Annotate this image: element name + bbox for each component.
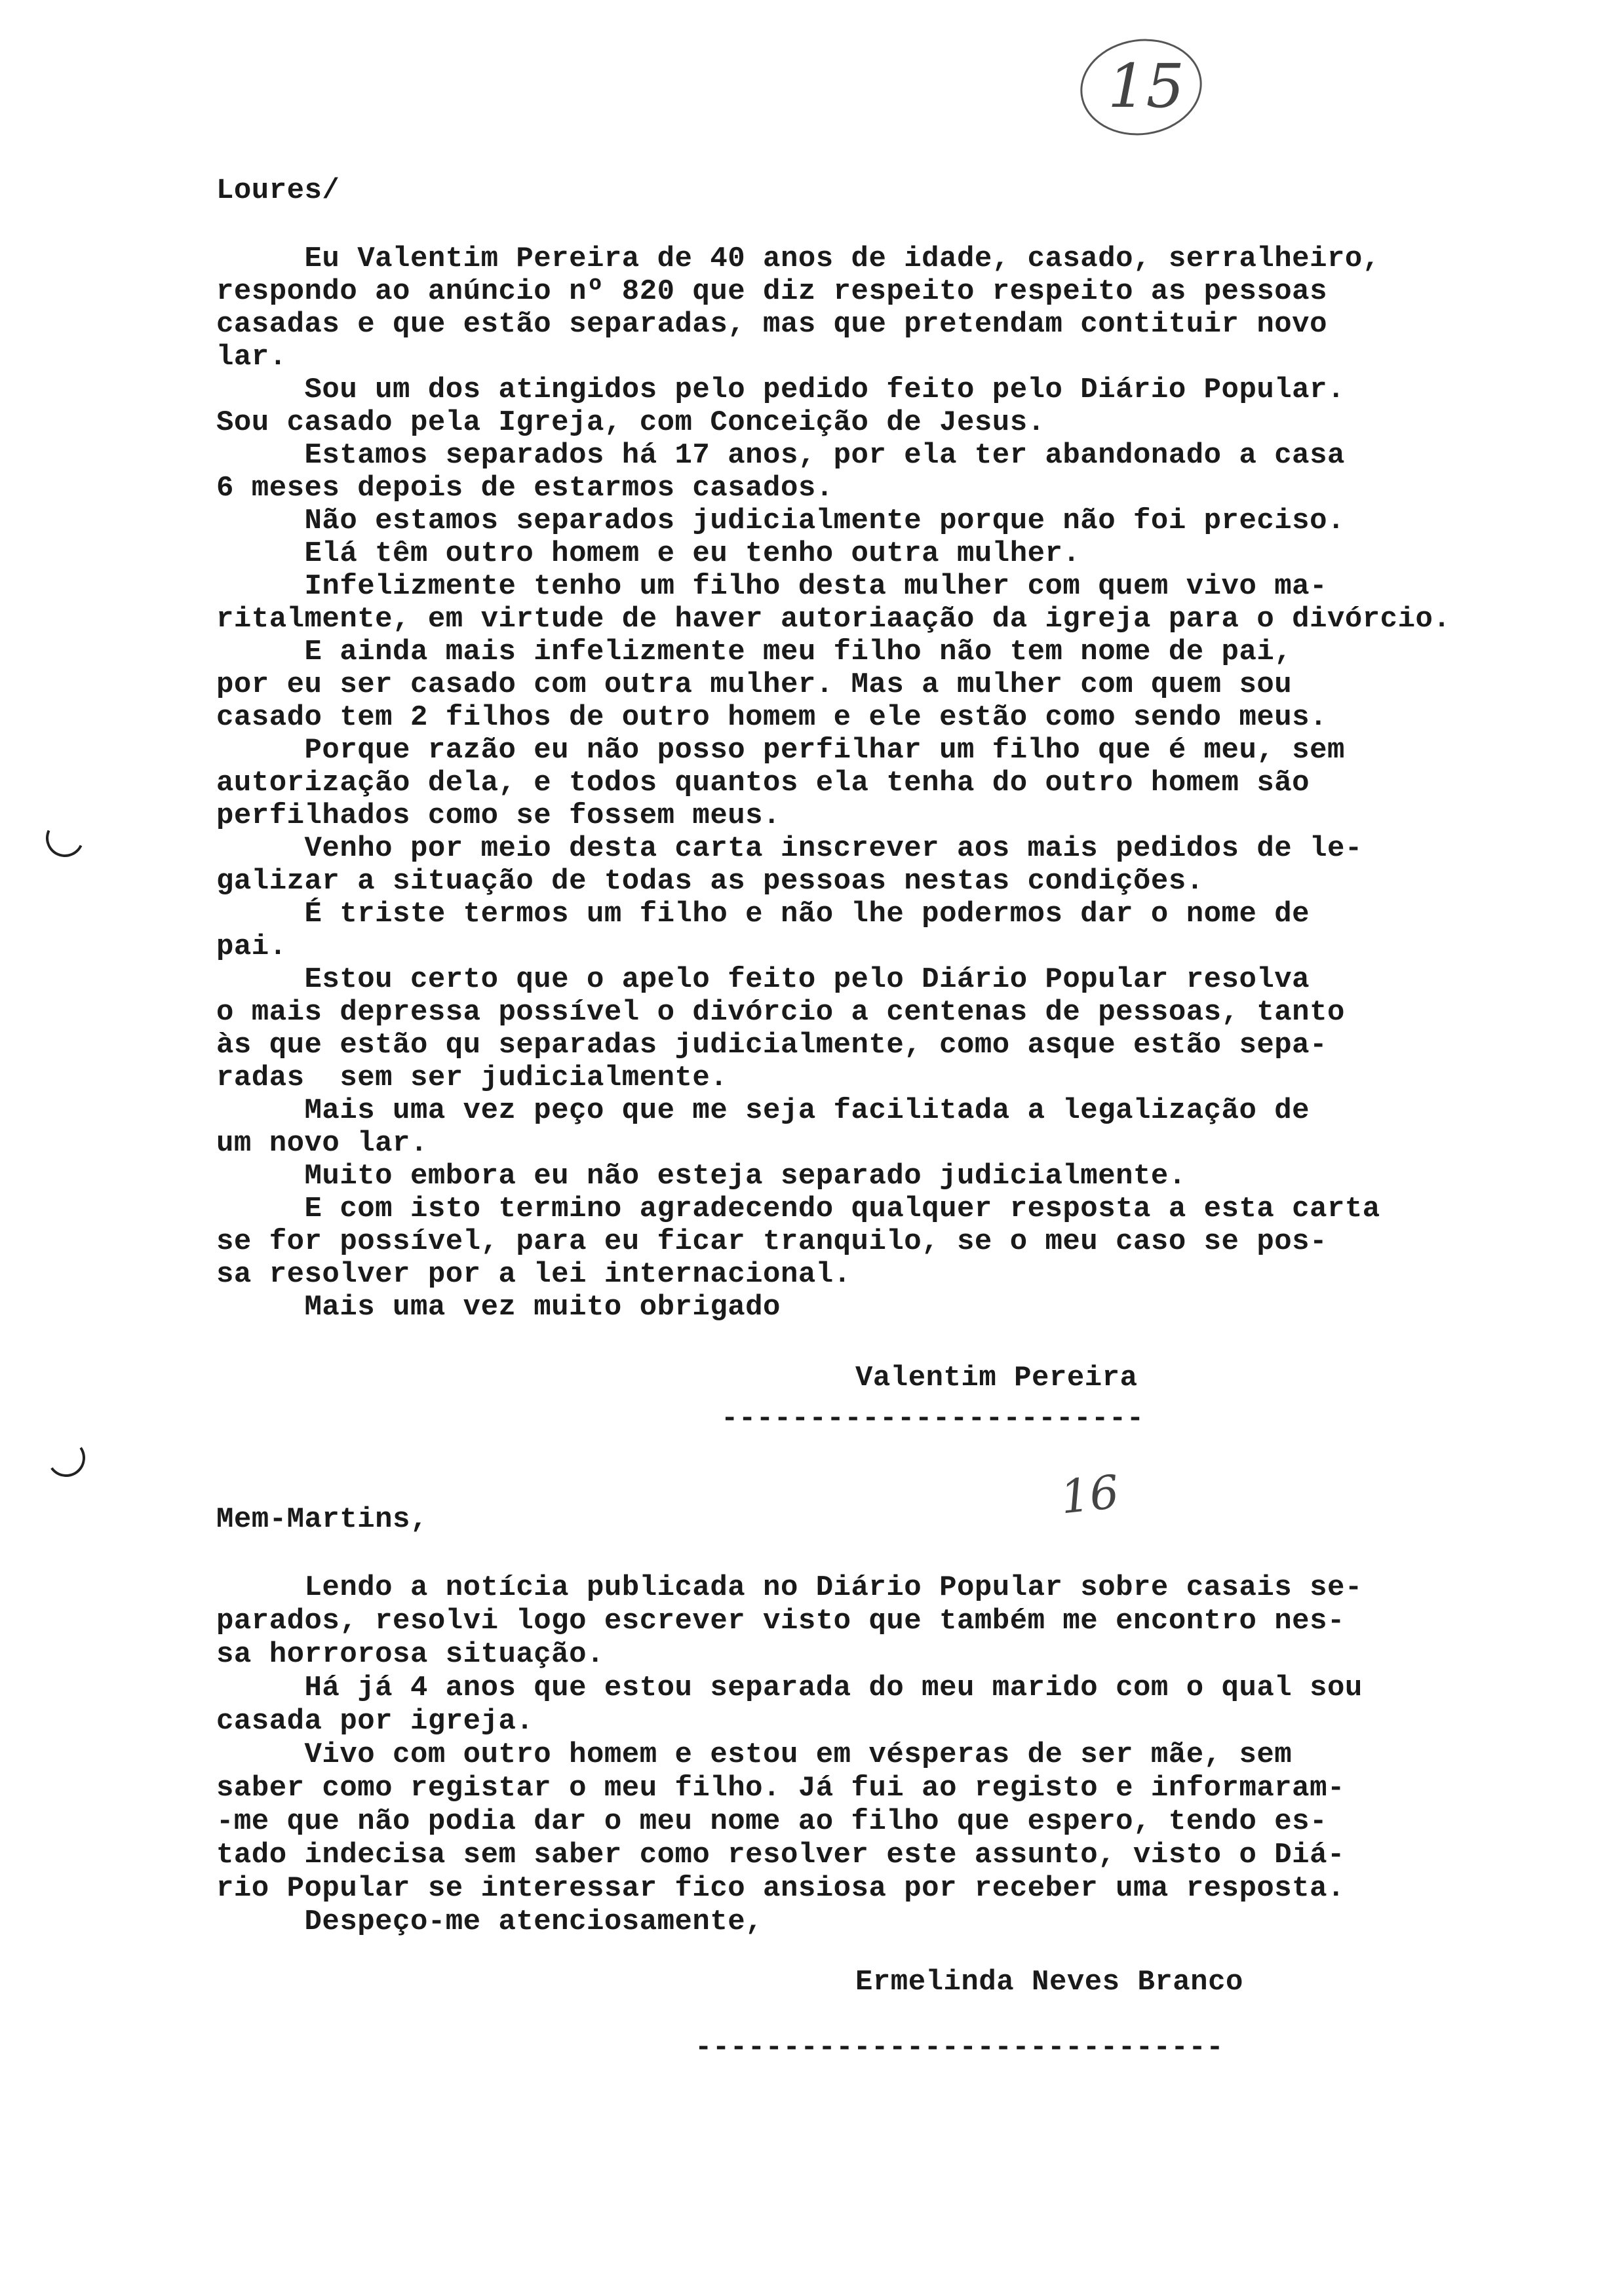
letter1-line: radas sem ser judicialmente.	[216, 1062, 728, 1094]
letter1-line: Estou certo que o apelo feito pelo Diário Popular resolva	[216, 963, 1310, 996]
letter1-line: ritalmente, em virtude de haver autoriaação da igreja para o divórcio.	[216, 603, 1451, 636]
letter1-line: E ainda mais infelizmente meu filho não tem nome de pai,	[216, 636, 1293, 668]
letter1-line: 6 meses depois de estarmos casados.	[216, 472, 834, 505]
letter2-line: Despeço-me atenciosamente,	[216, 1905, 764, 1938]
page-number-15: 15	[1108, 51, 1185, 121]
letter1-line: galizar a situação de todas as pessoas nestas condições.	[216, 865, 1204, 898]
letter1-line: por eu ser casado com outra mulher. Mas a mulher com quem sou	[216, 668, 1293, 701]
letter1-line: o mais depressa possível o divórcio a centenas de pessoas, tanto	[216, 996, 1345, 1029]
punch-hole-mark	[41, 814, 89, 862]
letter2-line: rio Popular se interessar fico ansiosa por receber uma resposta.	[216, 1872, 1345, 1905]
letter1-line: É triste termos um filho e não lhe podermos dar o nome de	[216, 898, 1310, 930]
punch-hole-mark	[44, 1436, 88, 1480]
letter1-line: Eu Valentim Pereira de 40 anos de idade, casado, serralheiro,	[216, 242, 1380, 275]
page-number-16: 16	[1057, 1464, 1122, 1525]
letter1-line: Não estamos separados judicialmente porque não foi preciso.	[216, 505, 1345, 537]
letter1-signature-rule: ------------------------	[721, 1402, 1144, 1435]
letter1-line: lar.	[216, 341, 287, 373]
letter1-line: Sou casado pela Igreja, com Conceição de Jesus.	[216, 406, 1045, 439]
letter1-line: perfilhados como se fossem meus.	[216, 799, 781, 832]
letter1-line: sa resolver por a lei internacional.	[216, 1258, 851, 1291]
letter1-line: respondo ao anúncio nº 820 que diz respeito respeito as pessoas	[216, 275, 1327, 308]
letter2-line: Lendo a notícia publicada no Diário Popular sobre casais se-	[216, 1571, 1363, 1604]
letter2-line: Há já 4 anos que estou separada do meu marido com o qual sou	[216, 1672, 1363, 1704]
letter1-line: Estamos separados há 17 anos, por ela ter abandonado a casa	[216, 439, 1345, 472]
letter1-line: Venho por meio desta carta inscrever aos mais pedidos de le-	[216, 832, 1363, 865]
letter1-line: Elá têm outro homem e eu tenho outra mulher.	[216, 537, 1081, 570]
letter1-place: Loures/	[216, 174, 340, 207]
letter2-line: -me que não podia dar o meu nome ao filho que espero, tendo es-	[216, 1805, 1327, 1838]
letter1-line: E com isto termino agradecendo qualquer resposta a esta carta	[216, 1193, 1380, 1225]
letter1-line: casado tem 2 filhos de outro homem e ele estão como sendo meus.	[216, 701, 1327, 734]
letter2-line: Vivo com outro homem e estou em vésperas de ser mãe, sem	[216, 1738, 1293, 1771]
letter2-line: parados, resolvi logo escrever visto que também me encontro nes-	[216, 1605, 1345, 1637]
letter1-line: Sou um dos atingidos pelo pedido feito pelo Diário Popular.	[216, 373, 1345, 406]
letter2-signature: Ermelinda Neves Branco	[855, 1966, 1243, 1999]
letter2-line: saber como registar o meu filho. Já fui ao registo e informaram-	[216, 1772, 1345, 1805]
letter1-line: Mais uma vez muito obrigado	[216, 1291, 781, 1324]
letter1-line: autorização dela, e todos quantos ela tenha do outro homem são	[216, 767, 1310, 799]
letter1-line: casadas e que estão separadas, mas que pretendam contituir novo	[216, 308, 1327, 341]
letter1-line: um novo lar.	[216, 1127, 428, 1160]
letter2-line: sa horrorosa situação.	[216, 1638, 604, 1671]
letter1-signature: Valentim Pereira	[855, 1362, 1138, 1394]
letter1-line: às que estão qu separadas judicialmente, como asque estão sepa-	[216, 1029, 1327, 1062]
letter2-line: casada por igreja.	[216, 1705, 534, 1738]
letter2-signature-rule: ------------------------------	[695, 2031, 1224, 2064]
letter1-line: pai.	[216, 930, 287, 963]
letter2-line: tado indecisa sem saber como resolver este assunto, visto o Diá-	[216, 1839, 1345, 1871]
letter1-line: se for possível, para eu ficar tranquilo, se o meu caso se pos-	[216, 1225, 1327, 1258]
letter1-line: Muito embora eu não esteja separado judicialmente.	[216, 1160, 1186, 1193]
letter2-place: Mem-Martins,	[216, 1503, 428, 1536]
letter1-line: Mais uma vez peço que me seja facilitada a legalização de	[216, 1094, 1310, 1127]
letter1-line: Porque razão eu não posso perfilhar um filho que é meu, sem	[216, 734, 1345, 767]
letter1-line: Infelizmente tenho um filho desta mulher com quem vivo ma-	[216, 570, 1327, 603]
